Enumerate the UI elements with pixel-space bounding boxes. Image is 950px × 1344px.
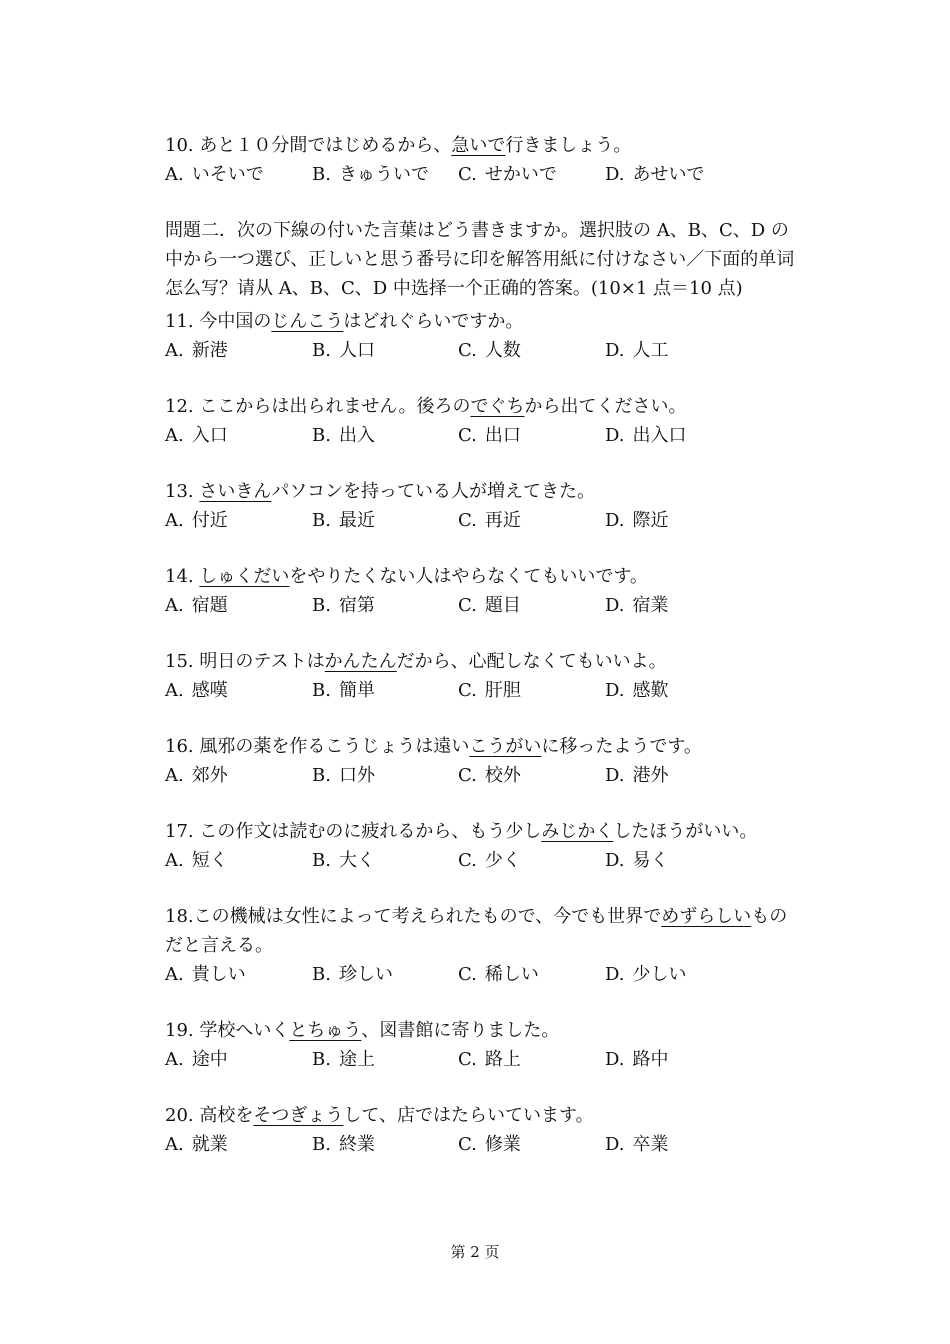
underlined-word: 急いで — [451, 135, 506, 156]
option-a[interactable] — [165, 960, 312, 989]
option-d[interactable] — [605, 336, 669, 365]
option-text: 出入 — [338, 425, 375, 446]
option-b[interactable] — [312, 960, 458, 989]
option-text: いそいで — [191, 164, 264, 185]
option-letter: A. — [165, 680, 184, 701]
question-stem — [165, 817, 795, 846]
question-number: 11. — [165, 311, 194, 332]
option-text: 少く — [484, 850, 521, 871]
stem-pre: 明日のテストは — [199, 651, 325, 672]
question-17 — [165, 817, 795, 875]
question-16 — [165, 732, 795, 790]
question-14 — [165, 562, 795, 620]
option-text: 人口 — [338, 340, 375, 361]
option-text: 最近 — [338, 510, 375, 531]
stem-pre: あと１０分間ではじめるから、 — [199, 135, 452, 156]
option-text: 稀しい — [484, 964, 539, 985]
option-letter: C. — [458, 510, 477, 531]
stem-post: パソコンを持っている人が増えてきた。 — [271, 481, 596, 502]
option-c[interactable] — [458, 506, 605, 535]
option-letter: B. — [312, 164, 331, 185]
option-letter: B. — [312, 510, 331, 531]
option-d[interactable] — [605, 761, 669, 790]
option-letter: A. — [165, 964, 184, 985]
answer-options — [165, 506, 795, 535]
question-12 — [165, 392, 795, 450]
option-c[interactable] — [458, 421, 605, 450]
option-b[interactable] — [312, 761, 458, 790]
option-letter: D. — [605, 425, 625, 446]
option-d[interactable] — [605, 506, 669, 535]
stem-pre: この機械は女性によって考えられたもので、今でも世界で — [193, 906, 662, 927]
option-text: 郊外 — [191, 765, 228, 786]
stem-pre: 今中国の — [199, 311, 272, 332]
option-text: 口外 — [338, 765, 375, 786]
question-15 — [165, 647, 795, 705]
answer-options — [165, 591, 795, 620]
option-letter: B. — [312, 1134, 331, 1155]
option-a[interactable] — [165, 160, 312, 189]
option-text: 人工 — [632, 340, 669, 361]
option-letter: A. — [165, 850, 184, 871]
option-text: せかいで — [484, 164, 557, 185]
stem-pre: 学校へいく — [199, 1020, 290, 1041]
option-letter: A. — [165, 510, 184, 531]
option-text: 終業 — [338, 1134, 375, 1155]
question-number: 18. — [165, 906, 194, 927]
option-letter: D. — [605, 1049, 625, 1070]
underlined-word: めずらしい — [661, 906, 752, 927]
option-text: きゅういで — [338, 164, 429, 185]
page-number: 第 2 页 — [450, 1243, 500, 1261]
option-letter: D. — [605, 340, 625, 361]
question-stem — [165, 732, 795, 761]
option-b[interactable] — [312, 160, 458, 189]
stem-post: だから、心配しなくてもいいよ。 — [396, 651, 667, 672]
option-text: 校外 — [484, 765, 521, 786]
option-text: 題目 — [484, 595, 521, 616]
stem-post: して、店ではたらいています。 — [343, 1105, 594, 1126]
question-number: 15. — [165, 651, 194, 672]
question-stem — [165, 392, 795, 421]
stem-post: 行きましょう。 — [505, 135, 632, 156]
option-text: 宿業 — [632, 595, 669, 616]
option-letter: B. — [312, 425, 331, 446]
stem-post: したほうがいい。 — [613, 821, 758, 842]
option-text: 珍しい — [338, 964, 393, 985]
answer-options — [165, 676, 795, 705]
question-stem — [165, 1016, 795, 1045]
question-19 — [165, 1016, 795, 1074]
option-text: 短く — [191, 850, 228, 871]
option-b[interactable] — [312, 336, 458, 365]
option-c[interactable] — [458, 160, 605, 189]
option-c[interactable] — [458, 336, 605, 365]
option-text: あせいで — [632, 164, 705, 185]
underlined-word: とちゅう — [289, 1020, 362, 1041]
option-letter: B. — [312, 850, 331, 871]
option-text: 途上 — [338, 1049, 375, 1070]
option-letter: B. — [312, 964, 331, 985]
question-stem — [165, 902, 795, 960]
option-a[interactable] — [165, 676, 312, 705]
option-c[interactable] — [458, 960, 605, 989]
underlined-word: しゅくだい — [199, 566, 290, 587]
option-text: 宿題 — [191, 595, 228, 616]
question-11 — [165, 307, 795, 365]
question-13 — [165, 477, 795, 535]
option-c[interactable] — [458, 846, 605, 875]
option-b[interactable] — [312, 676, 458, 705]
stem-pre: 風邪の薬を作るこうじょうは遠い — [199, 736, 470, 757]
option-d[interactable] — [605, 676, 669, 705]
answer-options — [165, 761, 795, 790]
stem-pre: ここからは出られません。後ろの — [199, 396, 471, 417]
option-letter: D. — [605, 164, 625, 185]
option-c[interactable] — [458, 1130, 605, 1159]
option-text: 際近 — [632, 510, 669, 531]
option-letter: D. — [605, 1134, 625, 1155]
option-text: 卒業 — [632, 1134, 669, 1155]
underlined-word: みじかく — [541, 821, 614, 842]
option-letter: D. — [605, 510, 625, 531]
stem-pre: 高校を — [199, 1105, 254, 1126]
option-letter: B. — [312, 340, 331, 361]
option-a[interactable] — [165, 846, 312, 875]
underlined-word: じんこう — [271, 311, 344, 332]
option-letter: C. — [458, 425, 477, 446]
option-letter: D. — [605, 765, 625, 786]
underlined-word: さいきん — [199, 481, 272, 502]
question-stem — [165, 1101, 795, 1130]
option-text: 新港 — [191, 340, 228, 361]
option-b[interactable] — [312, 846, 458, 875]
option-c[interactable] — [458, 676, 605, 705]
question-stem — [165, 307, 795, 336]
option-text: 少しい — [632, 964, 687, 985]
stem-pre: この作文は読むのに疲れるから、もう少し — [199, 821, 542, 842]
question-stem — [165, 562, 795, 591]
exam-page — [165, 131, 795, 1159]
option-text: 修業 — [484, 1134, 521, 1155]
option-a[interactable] — [165, 421, 312, 450]
option-text: 感歎 — [632, 680, 669, 701]
option-letter: A. — [165, 425, 184, 446]
option-letter: C. — [458, 850, 477, 871]
option-c[interactable] — [458, 761, 605, 790]
option-text: 貴しい — [191, 964, 246, 985]
option-text: 簡単 — [338, 680, 375, 701]
underlined-word: でぐち — [470, 396, 525, 417]
option-text: 出入口 — [632, 425, 687, 446]
question-number: 10. — [165, 135, 194, 156]
option-letter: A. — [165, 1049, 184, 1070]
option-letter: C. — [458, 595, 477, 616]
stem-post: をやりたくない人はやらなくてもいいです。 — [289, 566, 648, 587]
option-d[interactable] — [605, 591, 669, 620]
option-text: 宿第 — [338, 595, 375, 616]
stem-post: に移ったようです。 — [541, 736, 702, 757]
option-letter: B. — [312, 1049, 331, 1070]
option-letter: D. — [605, 964, 625, 985]
option-letter: C. — [458, 1049, 477, 1070]
option-d[interactable] — [605, 421, 687, 450]
underlined-word: こうがい — [469, 736, 542, 757]
option-letter: C. — [458, 680, 477, 701]
stem-post: はどれぐらいですか。 — [343, 311, 524, 332]
question-18 — [165, 902, 795, 989]
answer-options — [165, 1045, 795, 1074]
option-text: 港外 — [632, 765, 669, 786]
question-stem — [165, 477, 795, 506]
option-b[interactable] — [312, 506, 458, 535]
stem-post: ものだと言える。 — [165, 906, 788, 956]
option-d[interactable] — [605, 1045, 669, 1074]
option-c[interactable] — [458, 1045, 605, 1074]
question-number: 20. — [165, 1105, 194, 1126]
option-d[interactable] — [605, 846, 669, 875]
option-text: 人数 — [484, 340, 521, 361]
answer-options — [165, 846, 795, 875]
stem-post: 、図書館に寄りました。 — [361, 1020, 560, 1041]
option-text: 就業 — [191, 1134, 228, 1155]
answer-options — [165, 421, 795, 450]
option-b[interactable] — [312, 421, 458, 450]
option-d[interactable] — [605, 160, 705, 189]
option-letter: B. — [312, 595, 331, 616]
option-letter: A. — [165, 340, 184, 361]
option-letter: C. — [458, 340, 477, 361]
option-letter: B. — [312, 765, 331, 786]
option-letter: D. — [605, 595, 625, 616]
underlined-word: かんたん — [324, 651, 397, 672]
question-list — [165, 307, 795, 902]
option-b[interactable] — [312, 591, 458, 620]
question-stem — [165, 647, 795, 676]
option-text: 易く — [632, 850, 669, 871]
option-text: 入口 — [191, 425, 228, 446]
option-text: 路上 — [484, 1049, 521, 1070]
option-letter: D. — [605, 850, 625, 871]
answer-options — [165, 960, 795, 989]
option-text: 感嘆 — [191, 680, 228, 701]
option-letter: A. — [165, 595, 184, 616]
question-10 — [165, 131, 795, 189]
option-letter: D. — [605, 680, 625, 701]
question-number: 17. — [165, 821, 194, 842]
option-d[interactable] — [605, 1130, 669, 1159]
underlined-word: そつぎょう — [253, 1105, 344, 1126]
question-stem — [165, 131, 795, 160]
question-number: 13. — [165, 481, 194, 502]
question-number: 19. — [165, 1020, 194, 1041]
option-text: 路中 — [632, 1049, 669, 1070]
option-text: 大く — [338, 850, 375, 871]
option-letter: A. — [165, 164, 184, 185]
option-letter: C. — [458, 164, 477, 185]
option-letter: A. — [165, 1134, 184, 1155]
option-text: 出口 — [484, 425, 521, 446]
option-text: 再近 — [484, 510, 521, 531]
question-number: 12. — [165, 396, 194, 417]
option-c[interactable] — [458, 591, 605, 620]
answer-options — [165, 160, 795, 189]
option-text: 途中 — [191, 1049, 228, 1070]
option-b[interactable] — [312, 1130, 458, 1159]
option-letter: C. — [458, 765, 477, 786]
option-letter: B. — [312, 680, 331, 701]
answer-options — [165, 1130, 795, 1159]
option-b[interactable] — [312, 1045, 458, 1074]
question-20 — [165, 1101, 795, 1159]
option-letter: A. — [165, 765, 184, 786]
option-text: 付近 — [191, 510, 228, 531]
option-text: 肝胆 — [484, 680, 521, 701]
question-number: 16. — [165, 736, 194, 757]
option-a[interactable] — [165, 1130, 312, 1159]
option-a[interactable] — [165, 591, 312, 620]
option-a[interactable] — [165, 336, 312, 365]
option-a[interactable] — [165, 506, 312, 535]
question-number: 14. — [165, 566, 194, 587]
option-a[interactable] — [165, 1045, 312, 1074]
option-letter: C. — [458, 1134, 477, 1155]
stem-post: から出てください。 — [524, 396, 687, 417]
option-a[interactable] — [165, 761, 312, 790]
option-d[interactable] — [605, 960, 687, 989]
answer-options — [165, 336, 795, 365]
section-2-instruction: 問題二．次の下線の付いた言葉はどう書きますか。選択肢の A、B、C、D の中から一つ選び、正しいと思う番号に印を解答用紙に付けなさい／下面的单词怎么写？请从 A、B、C、D 中选择一个正确的答案。(10×1 点＝10 点) — [165, 220, 795, 299]
option-letter: C. — [458, 964, 477, 985]
